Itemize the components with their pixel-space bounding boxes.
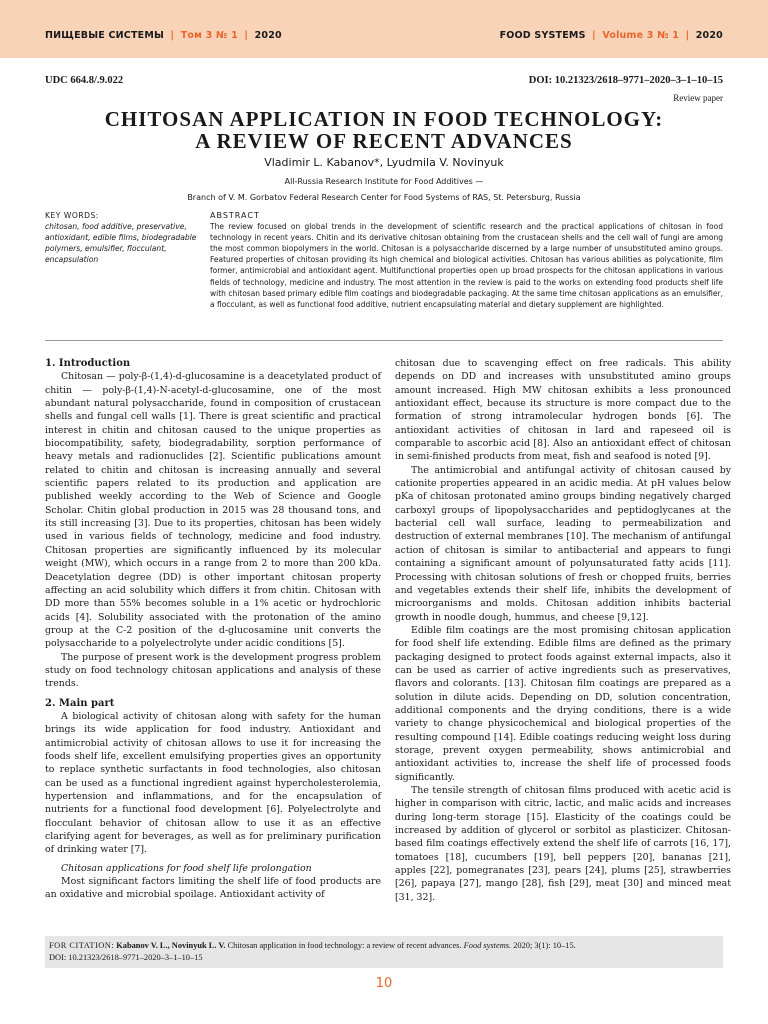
abstract-text: The review focused on global trends in the development of scientific research and the practical applications of chitosan in food technology in recent years. Chitin and its derivative chitosan obtaining from the crustacean shells and the cell wall of fungi are among the most common biopolymers in the world. Chitosan is a polysaccharide discerned by a large number of unsubstituted amino groups. Featured properties of chitosan providing its high chemical and biological activities. Chitosan has various abilities as polycationite, film former, antimicrobial and antioxidant agent. Multifunctional properties open up broad prospects for the chitosan applications in various fields of technology, medicine and industry. The most attention in the review is paid to the works on extending food products shelf life with chitosan based primary edible film coatings and biodegradable packaging. At the same time chitosan applications as an emulsifier, a flocculant, as well as functional food additive, nutrient encapsulating material and dietary supplement are highlighted. — [210, 222, 723, 309]
paragraph: The antimicrobial and antifungal activity of chitosan caused by cationite properties appeared in an acidic media. At pH values below pKa of chitosan protonated amino groups binding negatively charged carboxyl groups of lipopolysaccharides and peptidoglycanes at the bacterial cell wall surface, leading to permeabilization and destruction of external membranes [10]. The mechanism of antifungal action of chitosan is similar to antibacterial and appears to fungi containing a significant amount of polyunsaturated fatty acids [11]. Processing with chitosan solutions of fresh or chopped fruits, berries and vegetables extends their shelf life, inhibits the development of microorganisms and molds. Chitosan addition inhibits bacterial growth in noodle dough, hummus, and cheese [9,12]. — [395, 464, 731, 623]
paragraph: chitosan due to scavenging effect on free radicals. This ability depends on DD and increases with unsubstituted amino groups amount increased. High MW chitosan exhibits a less pronounced antioxidant effect, because its structure is more compact due to the formation of strong intramolecular hydrogen bonds [6]. The antioxidant activities of chitosan in lard and rapeseed oil is comparable to ascorbic acid [8]. Also an antioxidant effect of chitosan in semi-finished products from meat, fish and seafood is noted [9]. — [395, 358, 731, 463]
paragraph: A biological activity of chitosan along with safety for the human brings its wide application for food industry. Antioxidant and antimicrobial activity of chitosan allows to use it for increasing the foods shelf life, excellent emulsifying properties gives an opportunity to replace synthetic surfactants in food technologies, also chitosan can be used as a functional ingredient against hypercholesterolemia, hypertension and inflammations, and for the encapsulation of nutrients for a functional food development [6]. Polyelectrolyte and flocculant behavior of chitosan allow to use it as an effective clarifying agent for beverages, as well as for preliminary purification of drinking water [7]. — [45, 710, 381, 856]
citation-journal: Food systems. — [463, 941, 512, 950]
citation-box — [45, 936, 723, 968]
paragraph: The purpose of present work is the development progress problem study on food technology chitosan applications and analysis of these trends. — [45, 651, 381, 690]
journal-header-right — [500, 30, 723, 41]
paragraph: Chitosan — poly-β-(1,4)-d-glucosamine is a deacetylated product of chitin — poly-β-(1,4)-N-acetyl-d-glucosamine, one of the most abundant natural polysaccharide, found in composition of crustacean shells and fungal cell walls [1]. There is great scientific and practical interest in chitin and chitosan caused to the unique properties as biocompatibility, safety, biodegradability, sorption performance of heavy metals and radionuclides [2]. Scientific publications amount related to chitin and chitosan is increasing annually and several scientific papers related to its production and application are published weekly according to the Web of Science and Google Scholar. Chitin global production in 2015 was 28 thousand tons, and its still increasing [3]. Due to its properties, chitosan has been widely used in various fields of technology, medicine and food industry. Chitosan properties are significantly influenced by its molecular weight (MW), which occurs in a range from 2 to more than 200 kDa. Deacetylation degree (DD) is other important chitosan property affecting an acid solubility which differs it from chitin. Chitosan with DD more than 55% becomes soluble in a 1% acetic or hydrochloric acids [4]. Solubility associated with the protonation of the amino group at the C-2 position of the d-glucosamine unit converts the polysaccharide to a polyelectrolyte under acidic conditions [5]. — [45, 371, 381, 650]
section-heading-main-part: 2. Main part — [45, 697, 115, 709]
citation-doi[interactable]: DOI: 10.21323/2618–9771–2020–3–1–10–15 — [49, 953, 203, 962]
header-separator: | — [170, 30, 175, 41]
affiliation-line-1: All-Russia Research Institute for Food Additives — — [284, 177, 484, 186]
header-separator: | — [685, 30, 690, 41]
keywords-block — [45, 210, 215, 265]
citation-line — [49, 940, 719, 952]
abstract-block — [210, 210, 723, 310]
paper-title-line-1: CHITOSAN APPLICATION IN FOOD TECHNOLOGY: — [104, 107, 664, 131]
citation-label: FOR CITATION: — [49, 941, 115, 950]
body-column-left — [45, 357, 381, 902]
paper-title-line-2: A REVIEW OF RECENT ADVANCES — [195, 129, 573, 153]
citation-title: Chitosan application in food technology: a review of recent advances. — [227, 941, 462, 950]
doi-link[interactable]: DOI: 10.21323/2618–9771–2020–3–1–10–15 — [528, 75, 723, 86]
paragraph: The tensile strength of chitosan films produced with acetic acid is higher in comparison with citric, lactic, and malic acids and increases during long-term storage [15]. Elasticity of the coatings could be increased by addition of glycerol or sorbitol as plasticizer. Chitosan-based film coatings effectively extend the shelf life of carrots [16, 17], tomatoes [18], cucumbers [19], bell peppers [20], bananas [21], apples [22], pomegranates [23], pears [24], plums [25], strawberries [26], papaya [27], mango [28], fish [29], meat [30] and minced meat [31, 32]. — [395, 785, 731, 903]
affiliation-line-2: Branch of V. M. Gorbatov Federal Research Center for Food Systems of RAS, St. Petersburg, Russia — [187, 193, 581, 202]
author-list: Vladimir L. Kabanov*, Lyudmila V. Novinyuk — [264, 156, 504, 169]
section-heading-introduction: 1. Introduction — [45, 358, 131, 369]
paragraph: Edible film coatings are the most promising chitosan application for food shelf life extending. Edible films are defined as the primary packaging designed to protect foods against external impacts, also it can be used as carrier of active ingredients such as preservatives, flavors and colorants. [13]. Chitosan film coatings are prepared as a solution in dilute acids. Depending on DD, solution concentration, additional components and the drying conditions, there is a wide variety to change physicochemical and biological properties of the resulting compound [14]. Edible coatings reducing weight loss during storage, prevent oxygen permeability, shows antimicrobial and antioxidant activities to, increase the shelf life of processed foods significantly. — [395, 624, 731, 783]
journal-name-ru: ПИЩЕВЫЕ СИСТЕМЫ — [45, 30, 165, 41]
udc-code: UDC 664.8/.9.022 — [45, 75, 124, 86]
journal-name-en: FOOD SYSTEMS — [499, 30, 586, 41]
citation-details: 2020; 3(1): 10–15. — [513, 941, 576, 950]
page-number: 10 — [375, 976, 393, 991]
citation-authors: Kabanov V. L., Novinyuk L. V. — [116, 941, 226, 950]
keywords-text: chitosan, food additive, preservative, antioxidant, edible films, biodegradable polymers, emulsifier, flocculant, encapsulation — [45, 222, 197, 264]
keywords-heading: KEY WORDS: — [45, 211, 99, 220]
paper-type: Review paper — [673, 93, 723, 103]
journal-year-left: 2020 — [254, 30, 282, 41]
journal-volume-en: Volume 3 № 1 — [602, 30, 680, 41]
subsection-heading: Chitosan applications for food shelf life prolongation — [61, 862, 312, 874]
header-separator: | — [592, 30, 596, 41]
abstract-heading: ABSTRACT — [210, 211, 260, 220]
paragraph: Most significant factors limiting the shelf life of food products are an oxidative and microbial spoilage. Antioxidant activity of — [45, 876, 381, 901]
journal-header-band — [0, 0, 768, 58]
journal-year-right: 2020 — [695, 30, 723, 41]
body-column-right — [395, 357, 731, 904]
header-separator: | — [244, 30, 249, 41]
journal-volume-ru: Том 3 № 1 — [180, 30, 238, 41]
journal-header-left — [45, 30, 282, 41]
abstract-divider — [45, 340, 723, 341]
